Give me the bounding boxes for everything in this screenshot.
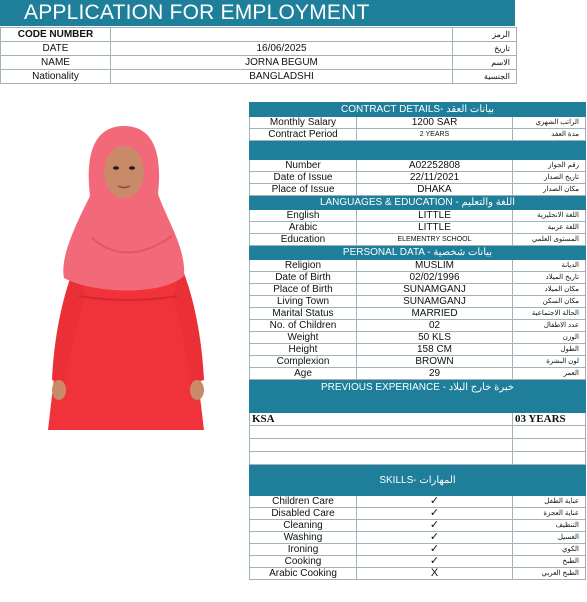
issue-date-row (250, 172, 586, 184)
age-arabic: العمر (513, 368, 586, 380)
form-title: APPLICATION FOR EMPLOYMENT (0, 0, 515, 26)
marital-row (250, 308, 586, 320)
children-label: No. of Children (250, 320, 357, 332)
complexion-arabic: لون البشرة (513, 356, 586, 368)
skill-label: Children Care (250, 496, 357, 508)
children-value: 02 (357, 320, 513, 332)
contract-period-row (250, 129, 586, 141)
issue-date-arabic: تاريخ الصدار (513, 172, 586, 184)
religion-arabic: الديانة (513, 260, 586, 272)
english-label: English (250, 210, 357, 222)
passport-number-label: Number (250, 160, 357, 172)
code-number-row (1, 28, 517, 42)
marital-arabic: الحالة الاجتماعية (513, 308, 586, 320)
date-arabic: تاريخ (453, 42, 517, 56)
skill-row (250, 532, 586, 544)
personal-header: PERSONAL DATA - بيانات شخصية (250, 246, 586, 260)
contract-period-value: 2 YEARS (357, 129, 513, 141)
nationality-row (1, 70, 517, 84)
left-hand (52, 380, 66, 400)
issue-date-value: 22/11/2021 (357, 172, 513, 184)
complexion-label: Complexion (250, 356, 357, 368)
salary-row (250, 117, 586, 129)
applicant-photo (34, 118, 214, 430)
skill-check: ✓ (357, 532, 513, 544)
living-town-row (250, 296, 586, 308)
issue-place-value: DHAKA (357, 184, 513, 196)
skill-label: Cooking (250, 556, 357, 568)
education-label: Education (250, 234, 357, 246)
skill-row (250, 496, 586, 508)
english-value: LITTLE (357, 210, 513, 222)
dob-label: Date of Birth (250, 272, 357, 284)
left-eye (113, 166, 119, 170)
skill-check: ✓ (357, 496, 513, 508)
nationality-label: Nationality (1, 70, 111, 84)
skill-label: Arabic Cooking (250, 568, 357, 580)
experience-country: KSA (250, 413, 513, 426)
experience-country (250, 426, 513, 439)
issue-place-arabic: مكان الصدار (513, 184, 586, 196)
languages-header-row (250, 196, 586, 210)
issue-date-label: Date of Issue (250, 172, 357, 184)
english-row (250, 210, 586, 222)
education-row (250, 234, 586, 246)
children-row (250, 320, 586, 332)
complexion-row (250, 356, 586, 368)
salary-label: Monthly Salary (250, 117, 357, 129)
skill-label: Washing (250, 532, 357, 544)
height-arabic: الطول (513, 344, 586, 356)
english-arabic: اللغة الانجليزية (513, 210, 586, 222)
dob-arabic: تاريخ الميلاد (513, 272, 586, 284)
skill-row (250, 520, 586, 532)
passport-number-row (250, 160, 586, 172)
experience-row (250, 452, 586, 465)
name-value: JORNA BEGUM (111, 56, 453, 70)
salary-value: 1200 SAR (357, 117, 513, 129)
nationality-arabic: الجنسية (453, 70, 517, 84)
marital-value: MARRIED (357, 308, 513, 320)
dob-value: 02/02/1996 (357, 272, 513, 284)
skill-row (250, 544, 586, 556)
skill-arabic: الطبخ (513, 556, 586, 568)
experience-row (250, 413, 586, 426)
height-row (250, 344, 586, 356)
skill-check: X (357, 568, 513, 580)
name-row (1, 56, 517, 70)
experience-duration (513, 426, 586, 439)
passport-band (250, 141, 586, 160)
skill-arabic: الطبخ العربي (513, 568, 586, 580)
religion-row (250, 260, 586, 272)
skills-header: SKILLS- المهارات (250, 465, 586, 496)
passport-band-cell (250, 141, 586, 160)
experience-duration (513, 452, 586, 465)
skill-check: ✓ (357, 508, 513, 520)
weight-row (250, 332, 586, 344)
complexion-value: BROWN (357, 356, 513, 368)
education-arabic: المستوى العلمي (513, 234, 586, 246)
weight-value: 50 KLS (357, 332, 513, 344)
code-number-label: CODE NUMBER (1, 28, 111, 42)
date-value: 16/06/2025 (111, 42, 453, 56)
height-value: 158 CM (357, 344, 513, 356)
skill-row (250, 556, 586, 568)
dob-row (250, 272, 586, 284)
religion-label: Religion (250, 260, 357, 272)
skill-arabic: عناية العجزة (513, 508, 586, 520)
age-value: 29 (357, 368, 513, 380)
salary-arabic: الراتب الشهري (513, 117, 586, 129)
age-label: Age (250, 368, 357, 380)
issue-place-label: Place of Issue (250, 184, 357, 196)
date-row (1, 42, 517, 56)
personal-header-row (250, 246, 586, 260)
arabic-lang-row (250, 222, 586, 234)
skill-label: Ironing (250, 544, 357, 556)
skill-row (250, 568, 586, 580)
skill-row (250, 508, 586, 520)
languages-header: LANGUAGES & EDUCATION - اللغة والتعليم (250, 196, 586, 210)
age-row (250, 368, 586, 380)
experience-country (250, 439, 513, 452)
top-info-table (0, 27, 517, 84)
name-arabic: الاسم (453, 56, 517, 70)
nationality-value: BANGLADSHI (111, 70, 453, 84)
living-town-arabic: مكان السكن (513, 296, 586, 308)
contract-period-label: Contract Period (250, 129, 357, 141)
face (104, 146, 144, 198)
height-label: Height (250, 344, 357, 356)
passport-number-value: A02252808 (357, 160, 513, 172)
birthplace-arabic: مكان الميلاد (513, 284, 586, 296)
contract-period-arabic: مدة العقد (513, 129, 586, 141)
weight-arabic: الوزن (513, 332, 586, 344)
living-town-value: SUNAMGANJ (357, 296, 513, 308)
experience-duration: 03 YEARS (513, 413, 586, 426)
skill-label: Disabled Care (250, 508, 357, 520)
experience-row (250, 426, 586, 439)
contract-header-row (250, 103, 586, 117)
passport-number-arabic: رقم الجواز (513, 160, 586, 172)
skill-check: ✓ (357, 520, 513, 532)
living-town-label: Living Town (250, 296, 357, 308)
skill-arabic: عناية الطفل (513, 496, 586, 508)
name-label: NAME (1, 56, 111, 70)
skill-label: Cleaning (250, 520, 357, 532)
code-number-value (111, 28, 453, 42)
experience-duration (513, 439, 586, 452)
birthplace-row (250, 284, 586, 296)
skill-arabic: التنظيف (513, 520, 586, 532)
weight-label: Weight (250, 332, 357, 344)
experience-header: PREVIOUS EXPERIANCE - خبرة خارج البلاد (250, 380, 586, 413)
arabic-lang-label: Arabic (250, 222, 357, 234)
date-label: DATE (1, 42, 111, 56)
children-arabic: عدد الاطفال (513, 320, 586, 332)
birthplace-value: SUNAMGANJ (357, 284, 513, 296)
skill-check: ✓ (357, 556, 513, 568)
experience-country (250, 452, 513, 465)
education-value: ELEMENTRY SCHOOL (357, 234, 513, 246)
contract-header: CONTRACT DETAILS- بيانات العقد (250, 103, 586, 117)
details-table (249, 102, 586, 580)
birthplace-label: Place of Birth (250, 284, 357, 296)
experience-row (250, 439, 586, 452)
skill-arabic: الكوي (513, 544, 586, 556)
right-hand (190, 380, 204, 400)
skill-check: ✓ (357, 544, 513, 556)
arabic-lang-value: LITTLE (357, 222, 513, 234)
religion-value: MUSLIM (357, 260, 513, 272)
marital-label: Marital Status (250, 308, 357, 320)
experience-header-row (250, 380, 586, 413)
arabic-lang-arabic: اللغة عربية (513, 222, 586, 234)
right-eye (129, 166, 135, 170)
skill-arabic: الغسيل (513, 532, 586, 544)
code-number-arabic: الرمز (453, 28, 517, 42)
skills-header-row (250, 465, 586, 496)
issue-place-row (250, 184, 586, 196)
